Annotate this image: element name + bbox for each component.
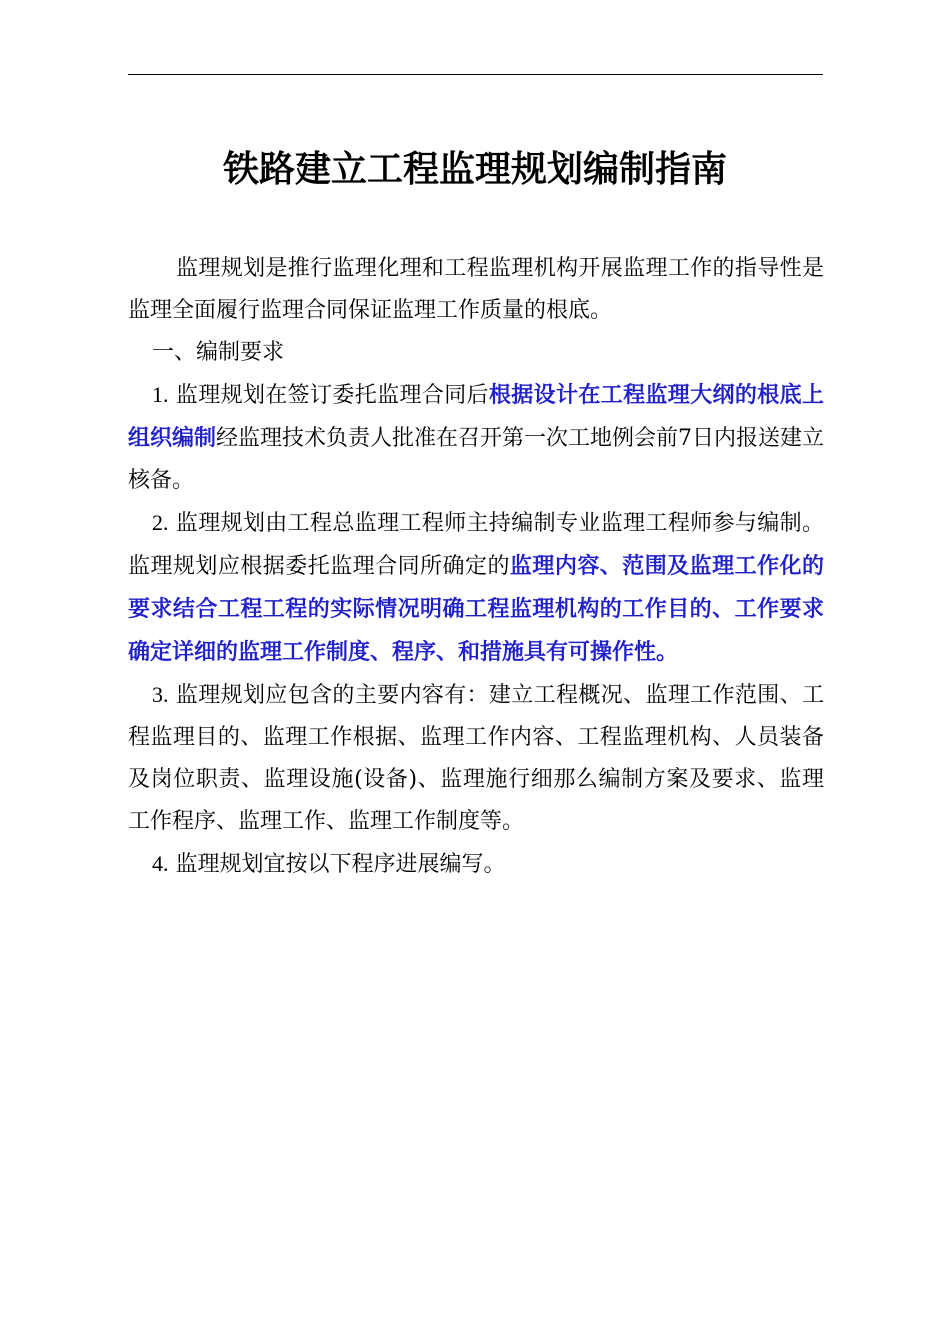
highlighted-text: 监理内容、范围及监理工作化的要求结合工程工程的实际情况明确工程监理机构的工作目的、工作要求确定详细的监理工作制度、程序、和措施具有可操作性。 — [128, 553, 824, 665]
document-title: 铁路建立工程监理规划编制指南 — [222, 149, 727, 190]
header-rule — [128, 74, 823, 75]
item-number: 1. — [152, 382, 169, 407]
requirement-item-4 — [128, 843, 824, 886]
intro-paragraph: 监理规划是推行监理化理和工程监理机构开展监理工作的指导性是监理全面履行监理合同保证监理工作质量的根底。 — [128, 256, 824, 323]
item-number: 2. — [152, 510, 169, 535]
requirement-item-3 — [128, 674, 824, 843]
item-text: 经监理技术负责人批准在召开第一次工地例会前7日内报送建立核备。 — [128, 426, 825, 493]
requirement-item-1 — [128, 374, 824, 502]
item-text: 监理规划宜按以下程序进展编写。 — [175, 852, 506, 877]
item-number: 4. — [152, 851, 169, 876]
document-body — [128, 248, 824, 886]
item-text: 监理规划应包含的主要内容有：建立工程概况、监理工作范围、工程监理目的、监理工作根据、监理工作内容、工程监理机构、人员装备及岗位职责、监理设施(设备)、监理施行细那么编制方案及要求、监理工作程序、监理工作、监理工作制度等。 — [128, 683, 824, 834]
section-heading-requirements: 一、编制要求 — [152, 340, 285, 365]
requirement-item-2 — [128, 502, 824, 674]
item-text: 监理规划由工程总监理工程师主持编制专业监理工程师参与编制。监理规划应根据委托监理合同所确定的 — [128, 511, 824, 579]
highlighted-text: 根据设计在工程监理大纲的根底上组织编制 — [128, 382, 824, 451]
item-text: 监理规划在签订委托监理合同后 — [175, 383, 489, 408]
item-number: 3. — [152, 682, 169, 707]
